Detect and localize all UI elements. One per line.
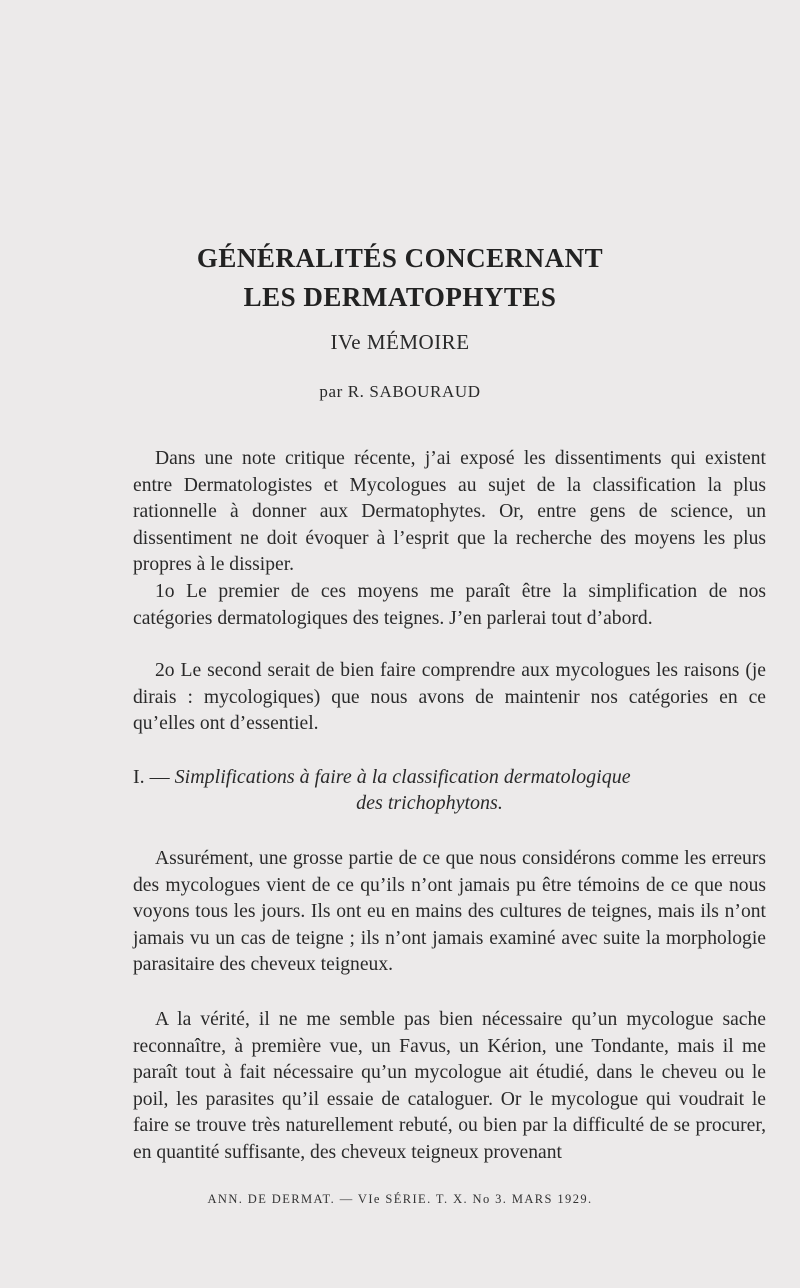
section-title-part2: des trichophytons. [356, 792, 503, 814]
journal-footer: ANN. DE DERMAT. — VIe SÉRIE. T. X. No 3. MARS 1929. [207, 1192, 593, 1206]
paragraph-verite: A la vérité, il ne me semble pas bien nécessaire qu’un mycologue sache reconnaître, à première vue, un Favus, un Kérion, une Tondante, mais il me paraît tout à fait nécessaire qu’un mycologue ait étudié, dans le cheveu ou le poil, les parasites qu’il essaie de cataloguer. Or le mycologue qui voudrait le faire se trouve très naturellement rebuté, ou bien par la difficulté de se procurer, en quantité suffisante, des cheveux teigneux provenant [133, 1009, 766, 1163]
paragraph-second-point: 2o Le second serait de bien faire comprendre aux mycologues les raisons (je dirais : mycologiques) que nous avons de maintenir nos catégories en ce qu’elles ont d’essentiel. [133, 660, 766, 735]
paragraph-intro: Dans une note critique récente, j’ai exposé les dissentiments qui existent entre Dermatologistes et Mycologues au sujet de la classification la plus rationnelle à donner aux Dermatophytes. Or, entre gens de science, un dissentiment ne doit évoquer à l’esprit que la recherche des moyens les plus propres à le dissiper. [133, 448, 766, 576]
section-heading [133, 764, 766, 816]
section-heading-line1 [133, 764, 766, 790]
paragraph-assurement: Assurément, une grosse partie de ce que nous considérons comme les erreurs des mycologues vient de ce qu’ils n’ont jamais pu être témoins de ce que nous voyons tous les jours. Ils ont eu en mains des cultures de teignes, mais ils n’ont jamais vu un cas de teigne ; ils n’ont jamais examiné avec suite la morphologie parasitaire des cheveux teigneux. [133, 848, 766, 976]
section-number: I. — [133, 766, 170, 788]
paragraph-first-point: 1o Le premier de ces moyens me paraît être la simplification de nos catégories dermatologiques des teignes. J’en parlerai tout d’abord. [133, 581, 766, 629]
article-title-line2: LES DERMATOPHYTES [243, 282, 557, 312]
author-byline: par R. SABOURAUD [319, 382, 481, 401]
article-title-line1: GÉNÉRALITÉS CONCERNANT [196, 243, 604, 273]
section-title-part1: Simplifications à faire à la classification dermatologique [174, 766, 631, 788]
memoire-subtitle: IVe MÉMOIRE [330, 330, 470, 354]
